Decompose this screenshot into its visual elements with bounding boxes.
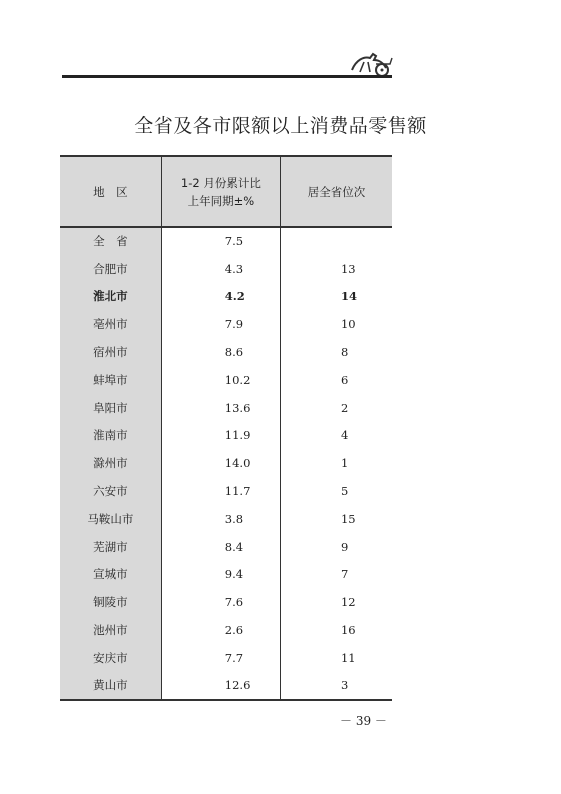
cell-region: 蚌埠市 xyxy=(60,366,161,394)
cell-rank: 8 xyxy=(340,345,349,360)
header-growth-line2: 上年同期±% xyxy=(187,193,255,208)
cell-growth: 9.4 xyxy=(161,561,280,589)
cell-rank: 5 xyxy=(340,484,349,499)
table-row xyxy=(60,227,392,255)
cell-region: 马鞍山市 xyxy=(60,505,161,533)
header-region: 地 区 xyxy=(60,156,161,227)
cell-growth: 12.6 xyxy=(161,672,280,700)
cell-rank: 4 xyxy=(340,428,349,443)
cell-rank: 15 xyxy=(340,511,356,526)
cell-growth: 2.6 xyxy=(161,616,280,644)
table-row xyxy=(60,255,392,283)
table-header-row xyxy=(60,156,392,227)
cell-growth: 7.7 xyxy=(161,644,280,672)
cell-rank: 14 xyxy=(340,289,357,304)
cell-region: 安庆市 xyxy=(60,644,161,672)
table-row xyxy=(60,672,392,700)
cell-growth: 7.5 xyxy=(161,227,280,255)
header-rule xyxy=(62,75,392,78)
table-row xyxy=(60,366,392,394)
table-row xyxy=(60,338,392,366)
table-body xyxy=(60,227,392,700)
table-row xyxy=(60,616,392,644)
cell-rank: 12 xyxy=(340,595,356,610)
header-growth xyxy=(161,156,280,227)
cell-region: 六安市 xyxy=(60,477,161,505)
cell-region: 池州市 xyxy=(60,616,161,644)
header-rank: 居全省位次 xyxy=(280,156,392,227)
retail-sales-table xyxy=(60,155,392,701)
cell-growth: 13.6 xyxy=(161,394,280,422)
table-row xyxy=(60,477,392,505)
table-row xyxy=(60,588,392,616)
cell-rank: 16 xyxy=(340,623,356,638)
cell-growth: 10.2 xyxy=(161,366,280,394)
cell-growth: 8.4 xyxy=(161,533,280,561)
cell-region: 芜湖市 xyxy=(60,533,161,561)
cell-growth: 4.3 xyxy=(161,255,280,283)
cell-region: 淮北市 xyxy=(60,283,161,311)
cell-rank: 10 xyxy=(340,317,356,332)
cell-rank: 9 xyxy=(340,539,349,554)
cell-rank: 1 xyxy=(340,456,349,471)
table-row xyxy=(60,561,392,589)
page-title: 全省及各市限额以上消费品零售额 xyxy=(134,115,427,137)
cell-growth: 11.7 xyxy=(161,477,280,505)
table-row xyxy=(60,394,392,422)
cell-region: 滁州市 xyxy=(60,449,161,477)
table-row xyxy=(60,505,392,533)
cell-growth: 11.9 xyxy=(161,422,280,450)
cell-growth: 4.2 xyxy=(161,283,280,311)
table-row xyxy=(60,310,392,338)
cell-rank: 3 xyxy=(280,672,392,700)
table-row xyxy=(60,283,392,311)
cell-region: 宣城市 xyxy=(60,561,161,589)
cell-rank: 2 xyxy=(340,400,349,415)
cell-rank: 13 xyxy=(340,261,356,276)
cell-region: 宿州市 xyxy=(60,338,161,366)
cell-region: 全 省 xyxy=(60,227,161,255)
cell-region: 亳州市 xyxy=(60,310,161,338)
cell-rank: 11 xyxy=(340,650,356,665)
cell-rank xyxy=(280,227,392,255)
cell-growth: 7.6 xyxy=(161,588,280,616)
table-row xyxy=(60,422,392,450)
cell-growth: 3.8 xyxy=(161,505,280,533)
page-number: － 39 － xyxy=(340,714,387,728)
table-row xyxy=(60,533,392,561)
cell-region: 铜陵市 xyxy=(60,588,161,616)
header-growth-line1: 1-2 月份累计比 xyxy=(180,175,261,190)
cell-growth: 14.0 xyxy=(161,449,280,477)
cell-growth: 8.6 xyxy=(161,338,280,366)
table-row xyxy=(60,449,392,477)
table-row xyxy=(60,644,392,672)
cell-rank: 6 xyxy=(340,372,349,387)
cell-region: 黄山市 xyxy=(60,672,161,700)
cell-growth: 7.9 xyxy=(161,310,280,338)
cell-region: 合肥市 xyxy=(60,255,161,283)
cell-region: 阜阳市 xyxy=(60,394,161,422)
cell-region: 淮南市 xyxy=(60,422,161,450)
cell-rank: 7 xyxy=(340,567,349,582)
